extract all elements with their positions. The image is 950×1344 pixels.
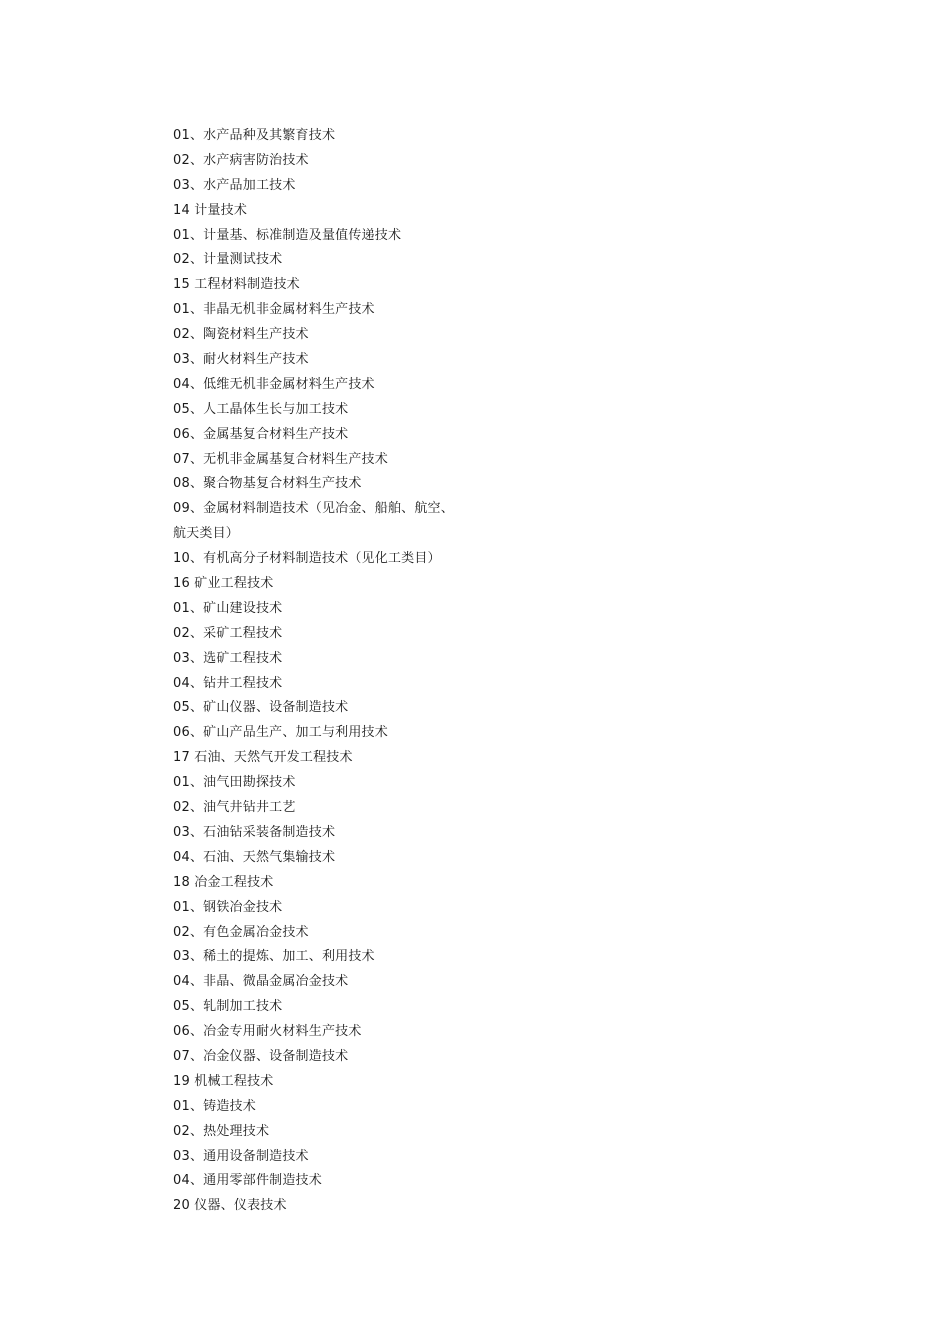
list-item: 04、低维无机非金属材料生产技术 — [173, 376, 375, 392]
section-heading: 18 冶金工程技术 — [173, 874, 274, 890]
list-item: 03、通用设备制造技术 — [173, 1148, 309, 1164]
list-item: 06、冶金专用耐火材料生产技术 — [173, 1024, 362, 1040]
list-item: 05、矿山仪器、设备制造技术 — [173, 700, 349, 716]
section-heading: 17 石油、天然气开发工程技术 — [173, 750, 353, 766]
list-item: 06、金属基复合材料生产技术 — [173, 426, 349, 442]
section-heading: 19 机械工程技术 — [173, 1073, 274, 1089]
list-item: 01、水产品种及其繁育技术 — [173, 128, 336, 143]
section-heading: 14 计量技术 — [173, 202, 248, 218]
list-item: 03、稀土的提炼、加工、利用技术 — [173, 949, 375, 965]
list-item: 02、陶瓷材料生产技术 — [173, 327, 309, 343]
list-item: 07、无机非金属基复合材料生产技术 — [173, 451, 388, 467]
list-item: 01、油气田勘探技术 — [173, 775, 296, 791]
list-item: 03、选矿工程技术 — [173, 650, 283, 666]
list-item: 04、通用零部件制造技术 — [173, 1173, 322, 1189]
list-item: 03、石油钻采装备制造技术 — [173, 824, 336, 840]
list-item: 01、矿山建设技术 — [173, 600, 283, 616]
list-item: 02、采矿工程技术 — [173, 625, 283, 641]
list-item: 04、钻井工程技术 — [173, 675, 283, 691]
list-item: 01、铸造技术 — [173, 1098, 256, 1114]
list-item: 03、水产品加工技术 — [173, 177, 296, 193]
list-item: 06、矿山产品生产、加工与利用技术 — [173, 725, 388, 741]
list-item: 02、计量测试技术 — [173, 252, 283, 268]
list-item: 01、钢铁冶金技术 — [173, 899, 283, 915]
list-item: 09、金属材料制造技术（见冶金、船舶、航空、 — [173, 501, 454, 517]
list-item: 05、人工晶体生长与加工技术 — [173, 401, 349, 417]
list-item: 02、水产病害防治技术 — [173, 152, 309, 168]
section-heading: 15 工程材料制造技术 — [173, 277, 300, 293]
list-item: 02、有色金属冶金技术 — [173, 924, 309, 940]
list-item: 01、计量基、标准制造及量值传递技术 — [173, 227, 402, 243]
list-item: 02、热处理技术 — [173, 1123, 270, 1139]
list-item: 08、聚合物基复合材料生产技术 — [173, 476, 362, 492]
section-heading: 20 仪器、仪表技术 — [173, 1198, 287, 1214]
list-item: 05、轧制加工技术 — [173, 999, 283, 1015]
list-item-continuation: 航天类目） — [173, 526, 240, 542]
list-item: 04、石油、天然气集输技术 — [173, 849, 336, 865]
list-item: 10、有机高分子材料制造技术（见化工类目） — [173, 551, 441, 567]
section-heading: 16 矿业工程技术 — [173, 576, 274, 592]
list-item: 02、油气井钻井工艺 — [173, 800, 296, 816]
document-body — [173, 124, 503, 1219]
list-item: 03、耐火材料生产技术 — [173, 352, 309, 368]
list-item: 04、非晶、微晶金属冶金技术 — [173, 974, 349, 990]
list-item: 07、冶金仪器、设备制造技术 — [173, 1048, 349, 1064]
list-item: 01、非晶无机非金属材料生产技术 — [173, 302, 375, 318]
